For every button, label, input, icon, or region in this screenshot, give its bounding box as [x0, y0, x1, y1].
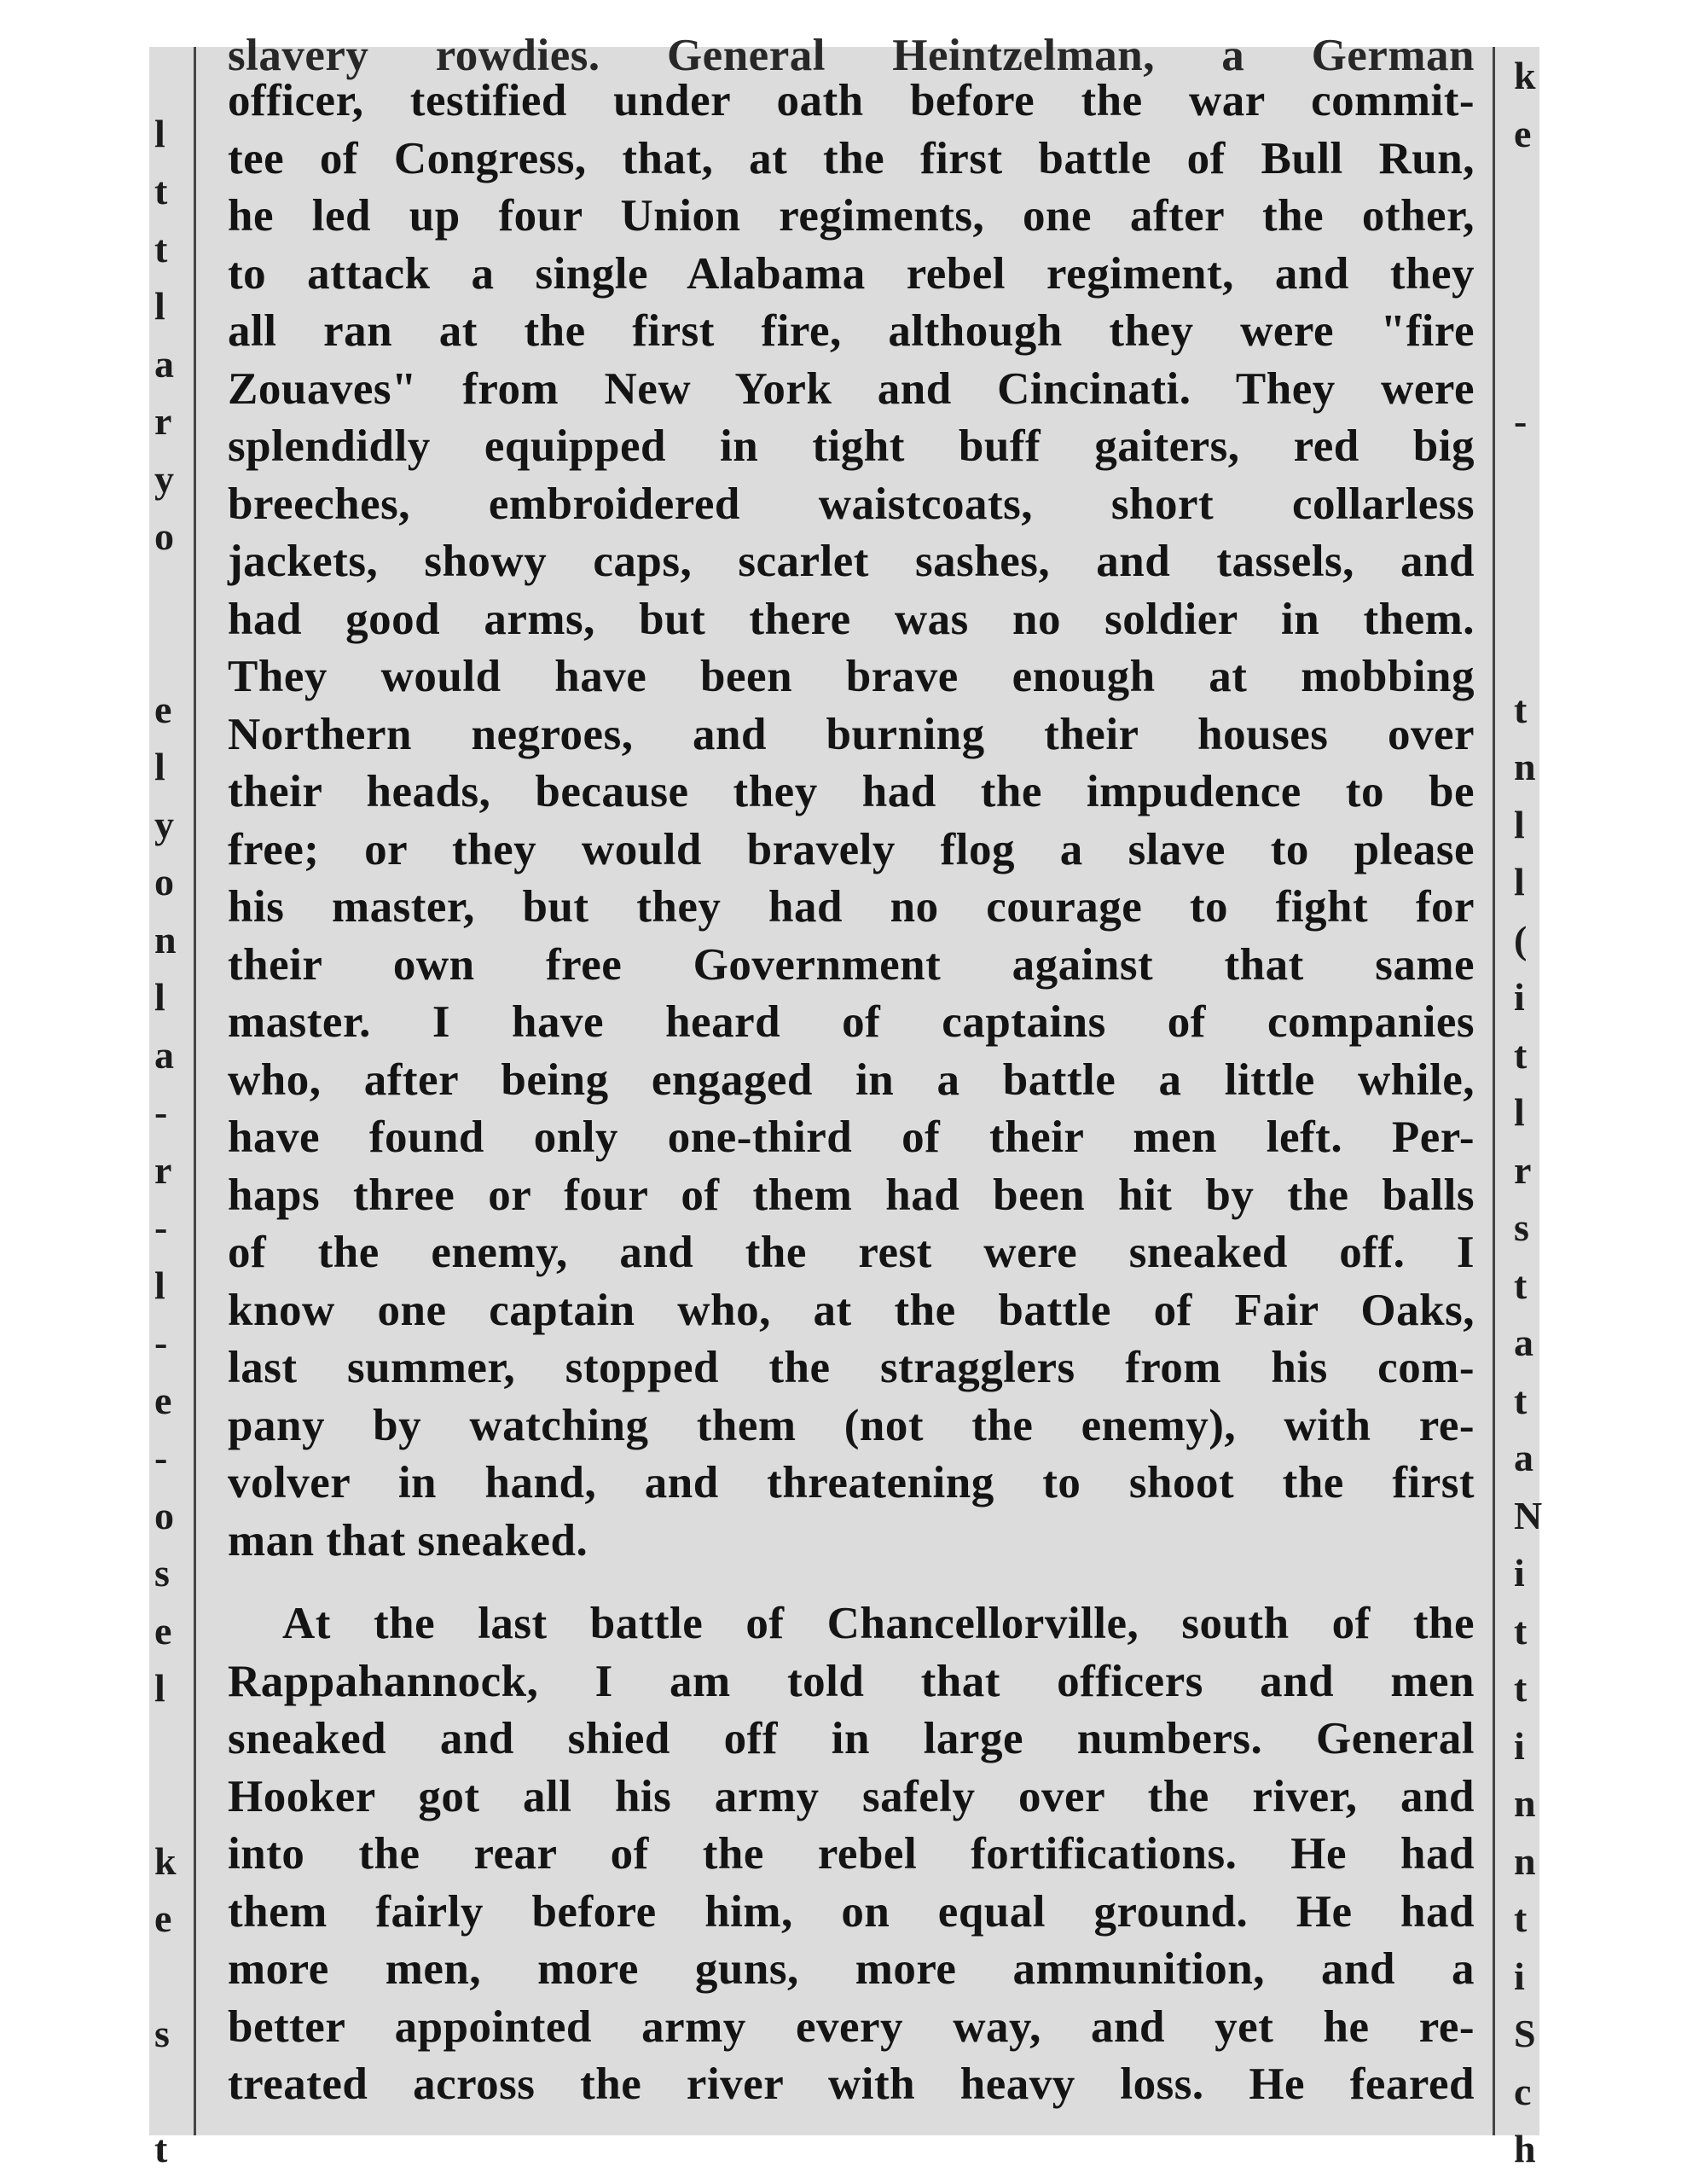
article-line: Zouaves" from New York and Cincinati. They were — [228, 363, 1475, 414]
article-line: their own free Government against that same — [228, 939, 1475, 990]
article-line: of the enemy, and the rest were sneaked off. I — [228, 1228, 1475, 1277]
margin-fragment: l — [154, 1666, 165, 1710]
margin-fragment: a — [1514, 1321, 1533, 1364]
margin-fragment — [1514, 623, 1542, 681]
margin-fragment: - — [154, 1321, 168, 1364]
margin-fragment: y — [154, 802, 174, 846]
article-line: officer, testified under oath before the war commit- — [228, 76, 1475, 125]
margin-fragment: r — [154, 399, 172, 443]
article-line: Hooker got all his army safely over the river, and — [228, 1771, 1475, 1821]
article-line: free; or they would bravely flog a slave to please — [228, 824, 1475, 874]
margin-fragment: l — [1514, 802, 1525, 846]
margin-fragment: y — [154, 456, 174, 501]
margin-fragment: n — [1514, 1838, 1536, 1883]
margin-fragment: h — [1514, 2127, 1536, 2170]
margin-fragment: t — [1514, 687, 1528, 731]
margin-fragment: t — [1514, 1666, 1528, 1710]
margin-fragment: l — [154, 1263, 165, 1307]
article-line: more men, more guns, more ammunition, and a — [228, 1944, 1475, 1994]
margin-fragment: k — [1514, 54, 1536, 97]
margin-fragment: i — [1514, 975, 1525, 1019]
margin-fragment: r — [1514, 1147, 1532, 1192]
margin-fragment: l — [1514, 860, 1525, 903]
margin-fragment — [154, 566, 177, 624]
article-line: slavery rowdies. General Heintzelman, a German — [228, 31, 1475, 80]
margin-fragment — [154, 623, 177, 681]
article-line: man that sneaked. — [228, 1515, 588, 1565]
margin-fragment: e — [154, 1896, 172, 1940]
margin-fragment: t — [1514, 1378, 1528, 1422]
margin-fragment: s — [154, 2012, 170, 2055]
paragraph-gap — [228, 1570, 1475, 1595]
article-line: who, after being engaged in a battle a little while, — [228, 1054, 1475, 1105]
margin-fragment: N — [1514, 1493, 1543, 1537]
margin-fragment: ( — [1514, 917, 1528, 961]
article-line: know one captain who, at the battle of Fair Oaks, — [228, 1285, 1475, 1335]
article-line: pany by watching them (not the enemy), with re- — [228, 1400, 1475, 1450]
article-line: had good arms, but there was no soldier in them. — [228, 594, 1475, 644]
margin-fragment: - — [1514, 399, 1528, 443]
margin-fragment: l — [154, 284, 165, 328]
margin-fragment — [154, 1948, 177, 2006]
article-line: jackets, showy caps, scarlet sashes, and tassels, and — [228, 537, 1475, 586]
margin-fragment: k — [154, 1838, 177, 1883]
margin-fragment: o — [154, 860, 174, 903]
article-line: They would have been brave enough at mobbing — [228, 652, 1475, 701]
article-line: have found only one-third of their men left. Per- — [228, 1112, 1475, 1162]
margin-fragment: t — [1514, 1896, 1528, 1940]
margin-fragment: s — [154, 1551, 170, 1594]
margin-fragment: n — [1514, 745, 1536, 788]
article-paragraph-2 — [228, 1595, 1475, 2114]
right-margin-fragments — [1514, 47, 1542, 2178]
article-line: Northern negroes, and burning their houses over — [228, 709, 1475, 759]
margin-fragment: o — [154, 1493, 174, 1537]
article-line: At the last battle of Chancellorville, south of the — [282, 1599, 1475, 1648]
article-paragraph-1 — [228, 31, 1475, 1570]
article-line: them fairly before him, on equal ground. He had — [228, 1886, 1475, 1937]
article-line: tee of Congress, that, at the first battle of Bull Run, — [228, 133, 1475, 183]
article-line: last summer, stopped the stragglers from his com- — [228, 1343, 1475, 1392]
margin-fragment — [1514, 277, 1542, 335]
margin-fragment: t — [1514, 1608, 1528, 1653]
margin-fragment: - — [154, 1205, 168, 1249]
margin-fragment: t — [154, 226, 168, 270]
left-column-rule — [194, 47, 196, 2135]
margin-fragment: t — [1514, 1263, 1528, 1307]
margin-fragment: e — [154, 1378, 172, 1422]
margin-fragment: e — [154, 687, 172, 731]
margin-fragment — [154, 1717, 177, 1775]
margin-fragment: a — [154, 341, 174, 386]
margin-fragment — [1514, 450, 1542, 508]
newspaper-scan — [149, 31, 1543, 2170]
margin-fragment: n — [1514, 1781, 1536, 1825]
margin-fragment — [1514, 335, 1542, 393]
left-margin-fragments — [154, 47, 177, 2178]
right-column-rule — [1493, 47, 1495, 2135]
margin-fragment: l — [154, 111, 165, 155]
margin-fragment: i — [1514, 1723, 1525, 1768]
article-line: haps three or four of them had been hit by the balls — [228, 1170, 1475, 1220]
margin-fragment — [1514, 508, 1542, 566]
margin-fragment: a — [154, 1032, 174, 1077]
article-line: all ran at the first fire, although they were "fire — [228, 306, 1475, 356]
article-line: into the rear of the rebel fortifications. He had — [228, 1829, 1475, 1879]
margin-fragment: l — [154, 745, 165, 788]
article-line: sneaked and shied off in large numbers. General — [228, 1714, 1475, 1763]
article-line: splendidly equipped in tight buff gaiters, red big — [228, 421, 1475, 471]
article-line: to attack a single Alabama rebel regiment, and they — [228, 248, 1475, 299]
article-line: his master, but they had no courage to fight for — [228, 882, 1475, 932]
margin-fragment: r — [154, 1147, 172, 1192]
margin-fragment — [1514, 566, 1542, 624]
article-column — [228, 31, 1475, 2114]
margin-fragment: e — [1514, 111, 1532, 155]
margin-fragment: S — [1514, 2012, 1536, 2055]
article-line: Rappahannock, I am told that officers and men — [228, 1656, 1475, 1706]
article-line: he led up four Union regiments, one after the other, — [228, 191, 1475, 241]
article-line: their heads, because they had the impudence to be — [228, 767, 1475, 816]
margin-fragment: - — [154, 1090, 168, 1134]
margin-fragment — [154, 2063, 177, 2121]
margin-fragment — [154, 1774, 177, 1833]
margin-fragment: l — [1514, 1090, 1525, 1134]
margin-fragment: a — [1514, 1436, 1533, 1479]
margin-fragment: e — [154, 1608, 172, 1653]
margin-fragment — [1514, 162, 1542, 220]
margin-fragment: i — [1514, 1551, 1525, 1594]
margin-fragment: t — [154, 169, 168, 212]
margin-fragment: i — [1514, 1954, 1525, 1998]
margin-fragment — [1514, 220, 1542, 278]
article-line: breeches, embroidered waistcoats, short collarless — [228, 479, 1475, 529]
margin-fragment: t — [1514, 1032, 1528, 1077]
margin-fragment: n — [154, 917, 177, 961]
article-line: better appointed army every way, and yet he re- — [228, 2001, 1475, 2052]
margin-fragment: t — [154, 2127, 168, 2170]
margin-fragment: o — [154, 514, 174, 558]
margin-fragment: - — [154, 1436, 168, 1479]
margin-fragment: l — [154, 975, 165, 1019]
margin-fragment: c — [1514, 2069, 1532, 2113]
article-line: volver in hand, and threatening to shoot the first — [228, 1458, 1475, 1507]
article-line: master. I have heard of captains of companies — [228, 997, 1475, 1047]
margin-fragment: s — [1514, 1205, 1529, 1249]
article-line: treated across the river with heavy loss. He feared — [228, 2059, 1475, 2109]
margin-fragment — [154, 47, 177, 105]
